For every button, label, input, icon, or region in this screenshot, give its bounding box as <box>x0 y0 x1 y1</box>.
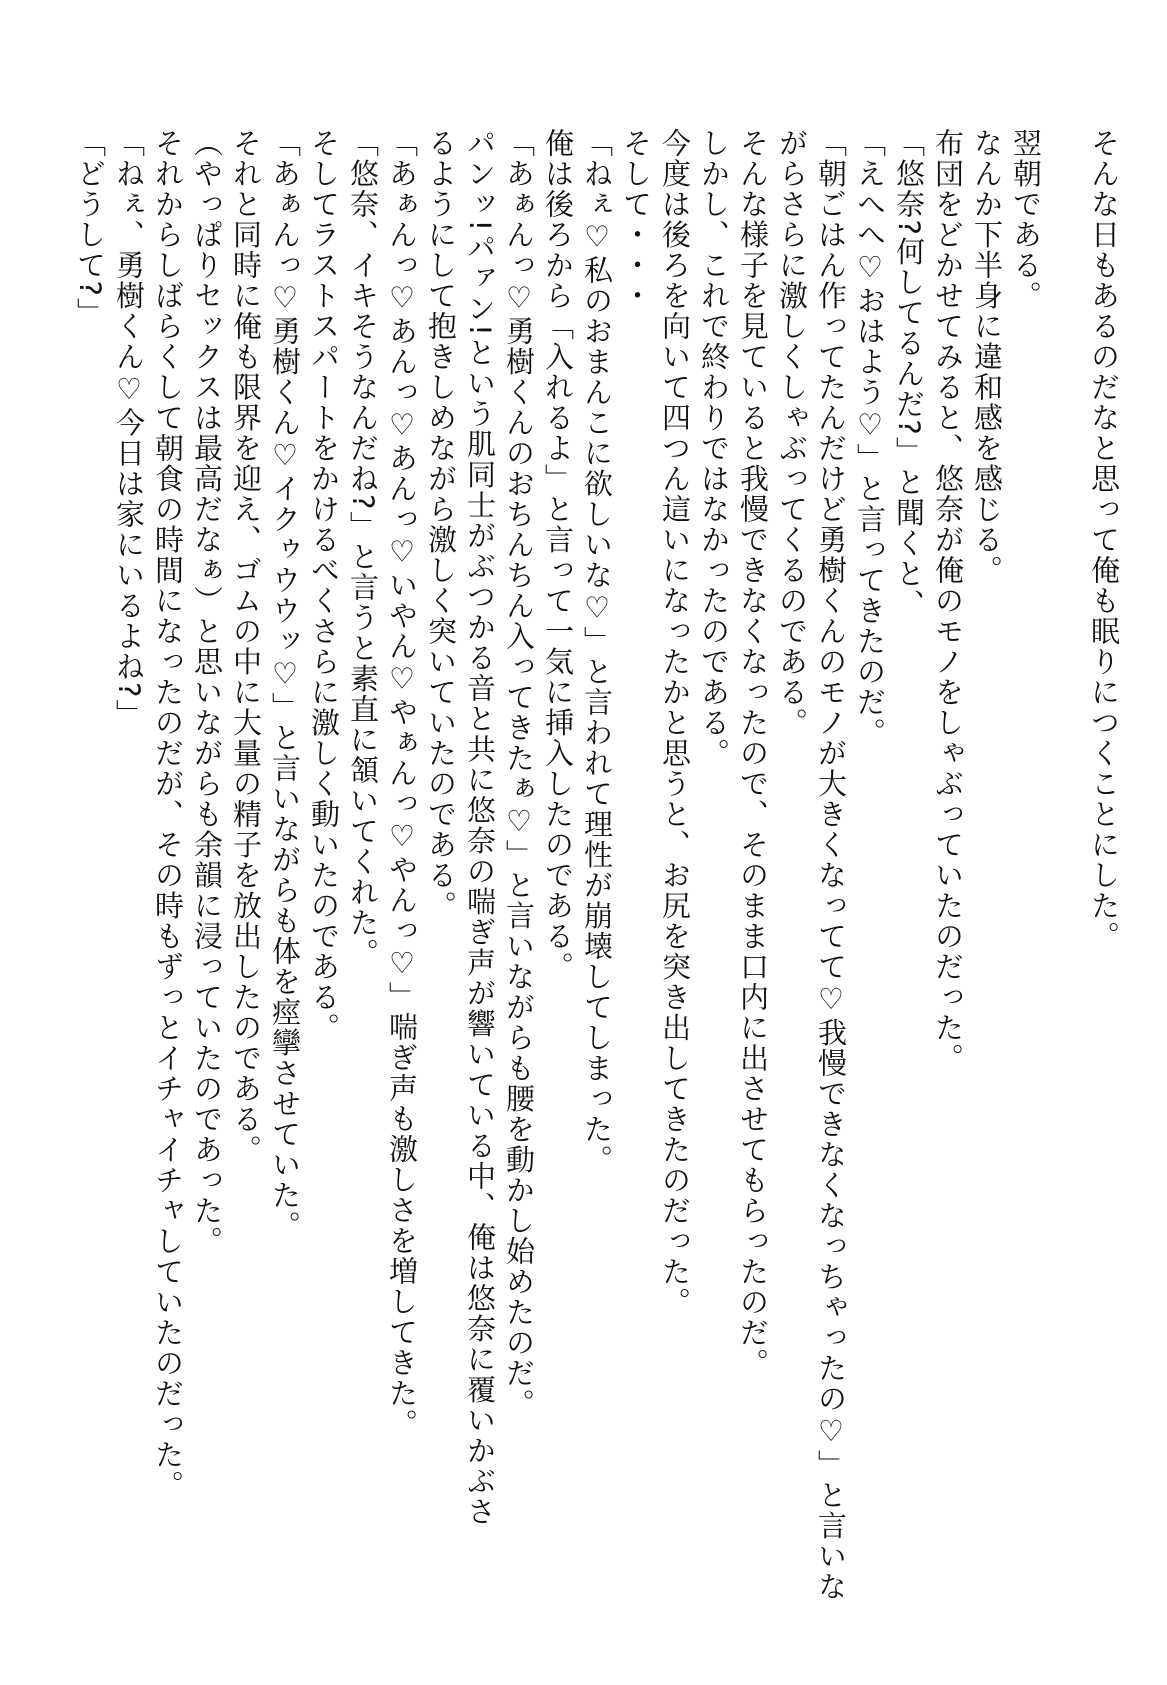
text-line: 「悠奈、イキそうなんだね?」と言うと素直に頷いてくれた。 <box>346 128 380 969</box>
text-line: 「ねぇ♡私のおまんこに欲しいな♡」と言われて理性が崩壊してしまった。 <box>580 128 614 1175</box>
text-line: そんな様子を見ていると我慢できなくなったので、そのまま口内に出させてもらったのだ。 <box>736 128 770 1379</box>
text-line: 「朝ごはん作ってたんだけど勇樹くんのモノが大きくなってて♡我慢できなくなっちゃったの♡」と言いな <box>814 128 848 1602</box>
text-line: 「悠奈?何してるんだ?」と聞くと、 <box>892 128 926 620</box>
text-line: るようにして抱きしめながら激しく突いていたのである。 <box>424 128 458 921</box>
text-line: そして・・・ <box>619 128 653 311</box>
text-line: がらさらに激しくしゃぶってくるのである。 <box>775 128 809 738</box>
text-line: それと同時に俺も限界を迎え、ゴムの中に大量の精子を放出したのである。 <box>229 128 263 1165</box>
text-line: それからしばらくして朝食の時間になったのだが、その時もずっとイチャイチャしていたのだった。 <box>151 128 185 1501</box>
text-line: 「どうして?」 <box>73 128 107 328</box>
vertical-text-body <box>70 128 1123 1602</box>
text-line: 「あぁんっ♡勇樹くんのおちんちん入ってきたぁ♡」と言いながらも腰を動かし始めたのだ。 <box>502 128 536 1419</box>
text-line: 翌朝である。 <box>1009 128 1043 311</box>
text-line: パンッ!パァン!という肌同士がぶつかる音と共に悠奈の喘ぎ声が響いている中、俺は悠奈に覆いかぶさ <box>463 128 497 1527</box>
text-line: 「ねぇ、勇樹くん♡今日は家にいるよね?」 <box>112 128 146 730</box>
text-line: （やっぱりセックスは最高だなぁ）と思いながらも余韻に浸っていたのであった。 <box>190 128 224 1257</box>
text-line: 今度は後ろを向いて四つん這いになったかと思うと、お尻を突き出してきたのだった。 <box>658 128 692 1318</box>
text-line: 布団をどかせてみると、悠奈が俺のモノをしゃぶっていたのだった。 <box>931 128 965 1074</box>
text-line: 「えへへ♡おはよう♡」と言ってきたのだ。 <box>853 128 887 748</box>
blank-line <box>1045 128 1084 1588</box>
text-line: なんか下半身に違和感を感じる。 <box>970 128 1004 586</box>
text-line: 俺は後ろから「入れるよ」と言って一気に挿入したのである。 <box>541 128 575 982</box>
text-line: 「あぁんっ♡勇樹くん♡イクゥウウッ♡」と言いながらも体を痙攣させていた。 <box>268 128 302 1241</box>
text-line: しかし、これで終わりではなかったのである。 <box>697 128 731 769</box>
text-line: そしてラストスパートをかけるべくさらに激しく動いたのである。 <box>307 128 341 1043</box>
text-line: 「あぁんっ♡あんっ♡あんっ♡いやん♡やぁんっ♡やんっ♡」喘ぎ声も激しさを増してきた。 <box>385 128 419 1439</box>
text-line: そんな日もあるのだなと思って俺も眠りにつくことにした。 <box>1087 128 1121 952</box>
